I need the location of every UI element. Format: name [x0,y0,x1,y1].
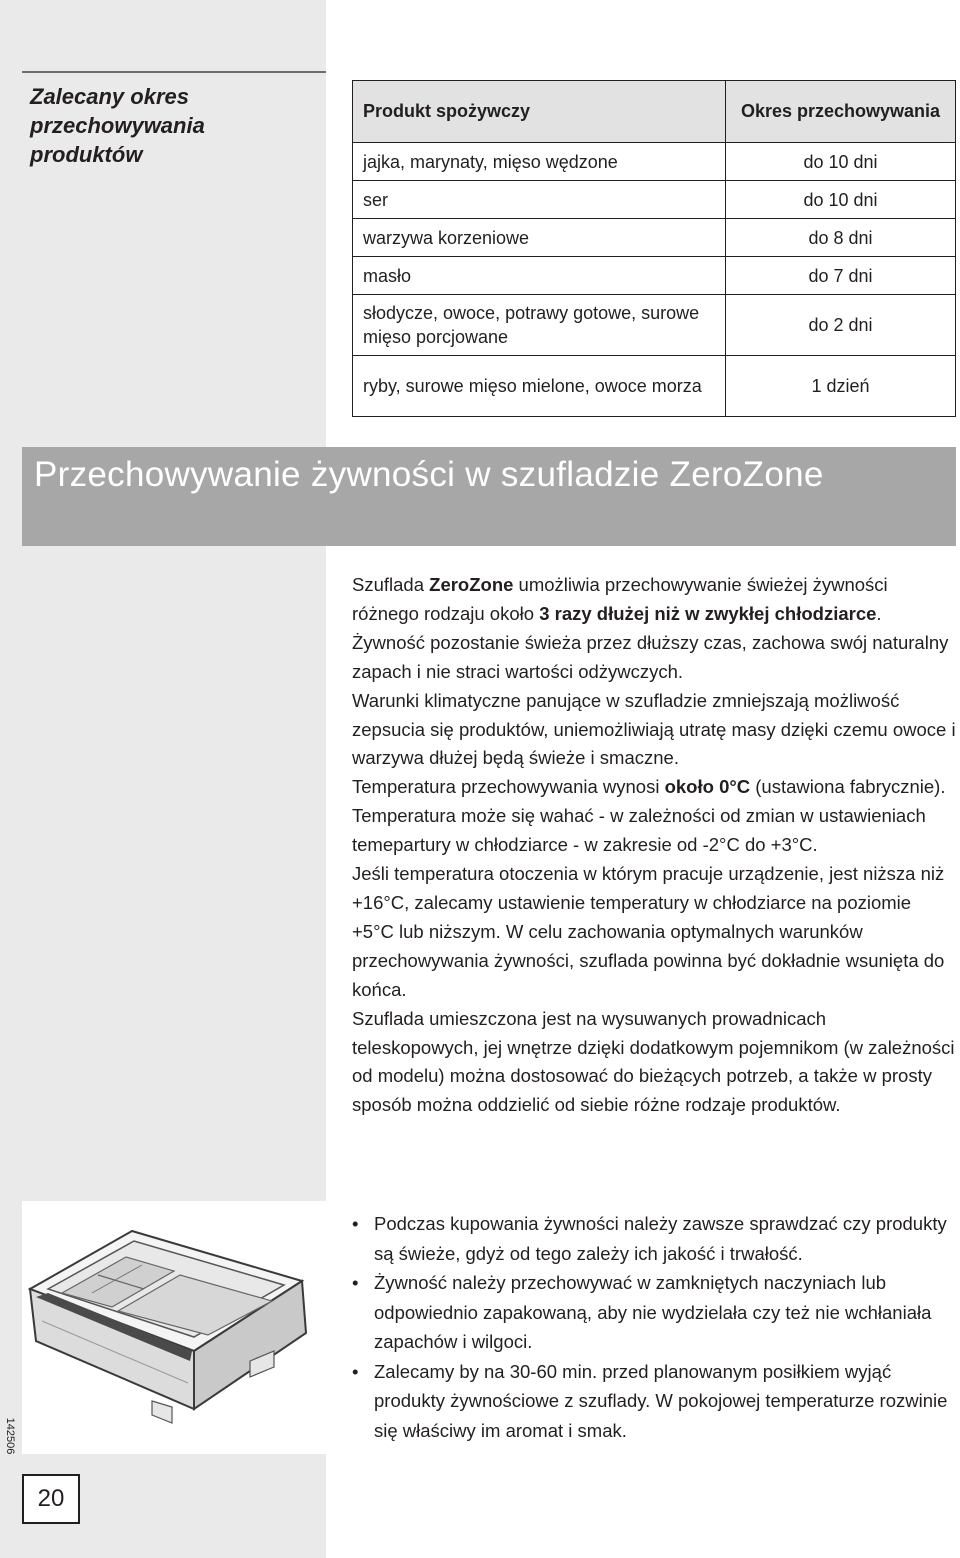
period-cell: do 7 dni [726,257,956,295]
product-cell: ryby, surowe mięso mielone, owoce morza [353,356,726,417]
drawer-illustration [22,1201,326,1454]
body-text [352,571,956,1120]
paragraph-intro [352,571,956,687]
list-item [352,1268,956,1357]
product-cell: ser [353,181,726,219]
period-cell: 1 dzień [726,356,956,417]
tips-list [352,1209,956,1445]
paragraph-conditions: Warunki klimatyczne panujące w szufladzie zmniejszają możliwość zepsucia się produktów, uniemożliwiają utratę masy dzięki czemu owoce i warzywa dłużej będą świeże i smaczne. [352,689,956,769]
text-run: Szuflada [352,574,430,595]
product-cell: masło [353,257,726,295]
sidebar-title: Zalecany okres przechowywania produktów [30,84,205,167]
product-cell: słodycze, owoce, potrawy gotowe, surowe mięso porcjowane [353,295,726,356]
list-item-text: Zalecamy by na 30-60 min. przed planowanym posiłkiem wyjąć produkty żywnościowe z szuflady. W pokojowej temperaturze rozwinie się właściwy im aromat i smak. [374,1360,948,1441]
table-row [353,219,956,257]
period-cell: do 2 dni [726,295,956,356]
table-header-row [353,81,956,143]
text-run: (ustawiona fabrycznie). Temperatura może się wahać - w zależności od zmian w ustawieniach temepartury w chłodziarce - w zakresie od -2°C do +3°C. [352,776,946,856]
header-product: Produkt spożywczy [353,81,726,143]
list-item-text: Podczas kupowania żywności należy zawsze sprawdzać czy produkty są świeże, gdyż od tego zależy ich jakość i trwałość. [374,1213,947,1264]
table-row [353,143,956,181]
period-cell: do 10 dni [726,143,956,181]
page-number: 20 [22,1474,80,1524]
sidebar-top-rule [22,71,326,73]
storage-period-table [352,80,956,417]
paragraph-temperature [352,773,956,860]
product-cell: warzywa korzeniowe [353,219,726,257]
list-item-text: Żywność należy przechowywać w zamkniętych naczyniach lub odpowiednio zapakowaną, aby nie wydzielała czy też nie wchłaniała zapachów i wilgoci. [374,1272,932,1352]
table-row [353,295,956,356]
table-row [353,257,956,295]
header-period: Okres przechowywania [726,81,956,143]
text-run: . Żywność pozostanie świeża przez dłuższy czas, zachowa swój naturalny zapach i nie straci wartości odżywczych. [352,602,949,682]
bullet-icon: • [352,1213,359,1234]
paragraph-drawer: Szuflada umieszczona jest na wysuwanych prowadnicach teleskopowych, jej wnętrze dzięki dodatkowym pojemnikom (w zależności od modelu) można dostosować do bieżących potrzeb, a także w prosty sposób można oddzielić od siebie różne rodzaje produktów. [352,1007,955,1116]
paragraph-ambient: Jeśli temperatura otoczenia w którym pracuje urządzenie, jest niższa niż +16°C, zalecamy ustawienie temperatury w chłodziarce na poziomie +5°C lub niższym. W celu zachowania optymalnych warunków przechowywania żywności, szuflada powinna być dokładnie wsunięta do końca. [352,863,945,1000]
product-cell: jajka, marynaty, mięso wędzone [353,143,726,181]
text-run: Temperatura przechowywania wynosi [352,776,665,798]
text-run-bold: ZeroZone [429,574,514,595]
document-code: 142506 [4,1417,16,1455]
text-run-bold: około 0°C [664,776,751,798]
table-row [353,181,956,219]
section-title: Przechowywanie żywności w szufladzie ZeroZone [34,455,824,494]
bullet-icon: • [352,1272,359,1293]
text-run: umożliwia przechowywanie świeżej żywności różnego rodzaju około [352,574,888,624]
list-item [352,1357,956,1446]
period-cell: do 8 dni [726,219,956,257]
section-banner [22,447,956,546]
bullet-icon: • [352,1360,359,1382]
list-item [352,1209,956,1268]
drawer-illustration-icon [22,1201,326,1454]
text-run-bold: 3 razy dłużej niż w zwykłej chłodziarce [539,602,877,624]
period-cell: do 10 dni [726,181,956,219]
table-row [353,356,956,417]
